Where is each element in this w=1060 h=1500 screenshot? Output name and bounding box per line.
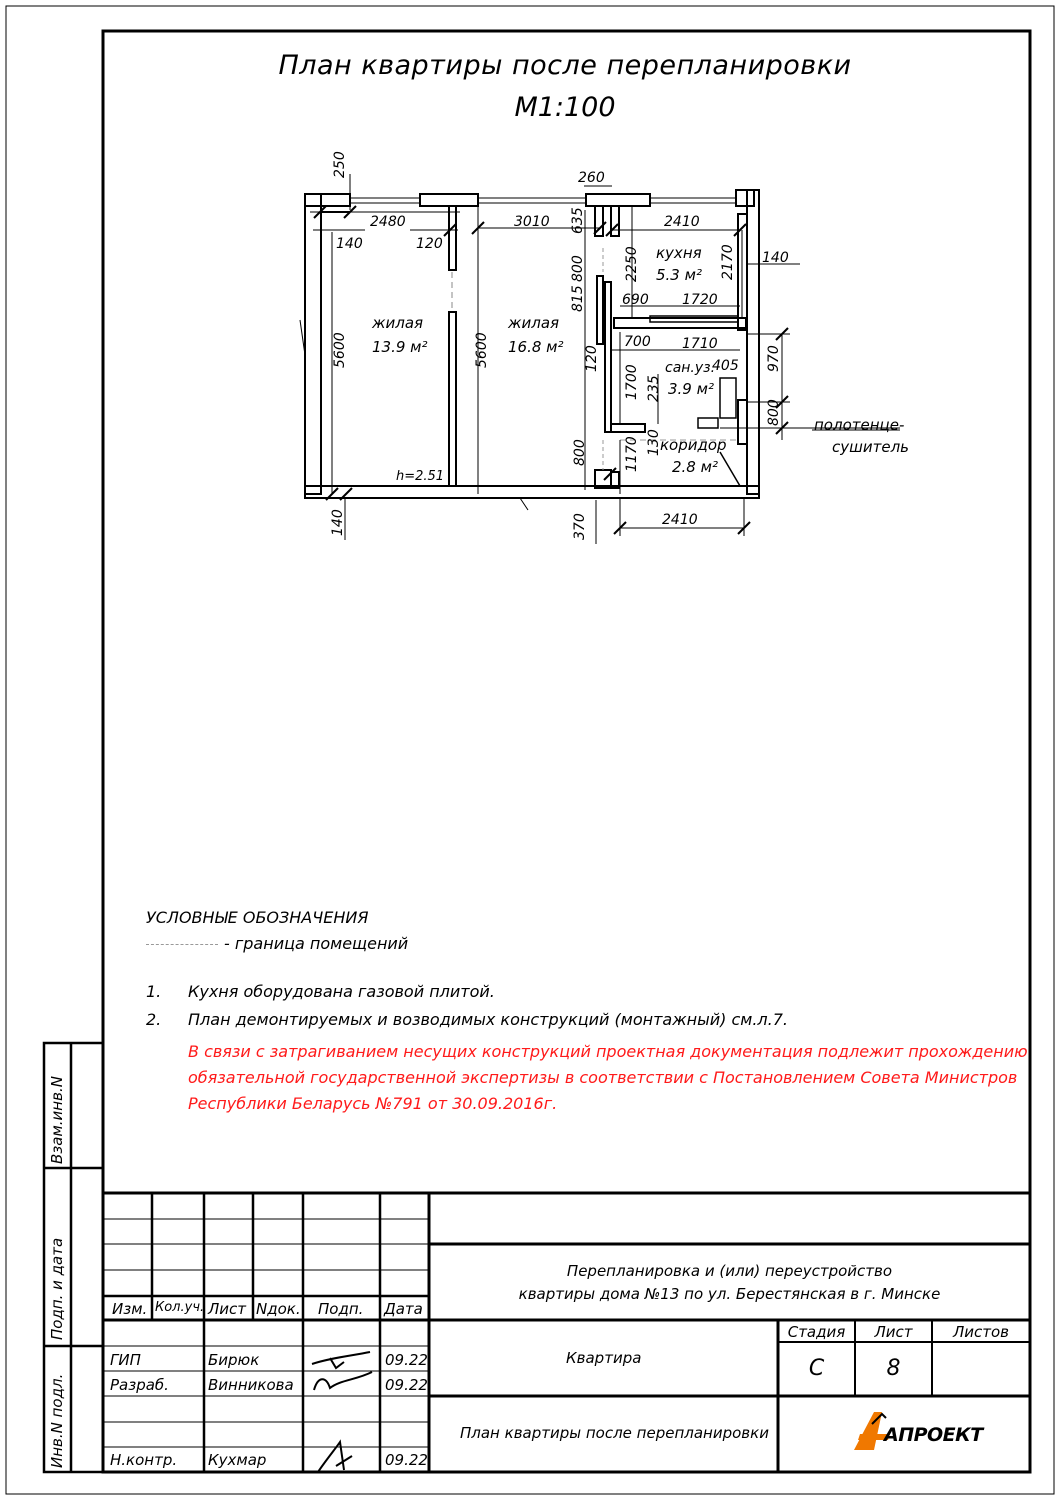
dim-250: 250 <box>332 151 348 178</box>
dim-2410-bot: 2410 <box>662 512 698 528</box>
dim-5600-a: 5600 <box>332 332 348 368</box>
tb-role-nkontr: Н.контр. <box>110 1451 178 1469</box>
room-area-living-1: 13.9 м² <box>372 338 428 356</box>
dim-2170: 2170 <box>720 244 736 280</box>
dim-1710: 1710 <box>682 336 718 352</box>
legend-item <box>146 934 408 953</box>
tb-date-gip: 09.22 <box>385 1351 428 1369</box>
height-label: h=2.51 <box>396 469 445 484</box>
tb-sheet-value: 8 <box>886 1356 901 1381</box>
company-logo-text: АПРОЕКТ <box>884 1424 983 1446</box>
dim-800-c: 800 <box>572 439 588 466</box>
dim-5600-b: 5600 <box>474 332 490 368</box>
dim-1170: 1170 <box>624 436 640 472</box>
dim-815: 815 <box>570 285 586 312</box>
dim-700: 700 <box>624 334 651 350</box>
tb-date-nkontr: 09.22 <box>385 1451 428 1469</box>
tb-sheet-title: План квартиры после перепланировки <box>460 1424 769 1442</box>
dim-3010: 3010 <box>514 214 550 230</box>
dim-140-c: 140 <box>330 509 346 536</box>
legend-item-text: - граница помещений <box>224 934 409 953</box>
dim-405: 405 <box>712 358 739 374</box>
side-label-podp: Подп. и дата <box>48 1237 66 1340</box>
note-2-num: 2. <box>146 1010 162 1029</box>
tb-name-gip: Бирюк <box>208 1351 260 1369</box>
side-label-vzam: Взам.инв.N <box>48 1076 66 1164</box>
towel-label-2: сушитель <box>832 438 909 456</box>
tb-stage-header: Стадия <box>787 1323 846 1341</box>
dim-130: 130 <box>646 429 662 456</box>
tb-role-gip: ГИП <box>110 1351 141 1369</box>
dim-800-b: 800 <box>766 399 782 426</box>
tb-name-nkontr: Кухмар <box>208 1451 267 1469</box>
dim-970: 970 <box>766 345 782 372</box>
note-2-text: План демонтируемых и возводимых конструкций (монтажный) см.л.7. <box>188 1010 788 1029</box>
dim-2480: 2480 <box>370 214 406 230</box>
tb-sheets-header: Листов <box>952 1323 1010 1341</box>
warning-line-1: В связи с затрагиванием несущих конструкций проектная документация подлежит прохождению <box>188 1042 1028 1061</box>
room-name-living-2: жилая <box>508 314 560 332</box>
room-area-corridor: 2.8 м² <box>672 458 718 476</box>
dim-800-a: 800 <box>570 255 586 282</box>
dim-1700: 1700 <box>624 364 640 400</box>
dim-235: 235 <box>646 375 662 402</box>
tb-header-podp: Подп. <box>318 1300 364 1318</box>
tb-project-line1: Перепланировка и (или) переустройство <box>566 1262 893 1280</box>
room-area-kitchen: 5.3 м² <box>656 266 702 284</box>
dim-2410-top: 2410 <box>664 214 700 230</box>
room-area-bathroom: 3.9 м² <box>668 380 714 398</box>
dim-140-b: 140 <box>762 250 789 266</box>
note-1 <box>146 982 495 1001</box>
tb-role-razrab: Разраб. <box>110 1376 169 1394</box>
page-title: План квартиры после перепланировки <box>278 50 852 81</box>
legend-header: УСЛОВНЫЕ ОБОЗНАЧЕНИЯ <box>146 908 369 927</box>
dim-1720: 1720 <box>682 292 718 308</box>
side-label-inv: Инв.N подл. <box>48 1373 66 1468</box>
note-1-text: Кухня оборудована газовой плитой. <box>188 982 495 1001</box>
tb-header-izm: Изм. <box>112 1300 148 1318</box>
dim-370: 370 <box>572 513 588 540</box>
dim-635: 635 <box>570 207 586 234</box>
tb-project-line2: квартиры дома №13 по ул. Берестянская в г. Минске <box>518 1285 941 1303</box>
warning-line-3: Республики Беларусь №791 от 30.09.2016г. <box>188 1094 558 1113</box>
tb-stage-value: С <box>808 1356 825 1381</box>
tb-header-data: Дата <box>384 1300 423 1318</box>
note-2 <box>146 1010 788 1029</box>
page-scale: М1:100 <box>514 92 616 123</box>
room-name-kitchen: кухня <box>656 244 702 262</box>
tb-header-ndok: Nдок. <box>256 1300 301 1318</box>
warning-line-2: обязательной государственной экспертизы в соответствии с Постановлением Совета Министров <box>188 1068 1018 1087</box>
room-name-living-1: жилая <box>372 314 424 332</box>
note-1-num: 1. <box>146 982 162 1001</box>
room-area-living-2: 16.8 м² <box>508 338 564 356</box>
tb-header-koluch: Кол.уч. <box>155 1300 205 1315</box>
dim-260: 260 <box>578 170 605 186</box>
dim-2250: 2250 <box>624 246 640 282</box>
dim-120-b: 120 <box>584 345 600 372</box>
dim-140-a: 140 <box>336 236 363 252</box>
tb-header-list: Лист <box>208 1300 247 1318</box>
tb-object: Квартира <box>566 1349 642 1367</box>
tb-date-razrab: 09.22 <box>385 1376 428 1394</box>
dim-120-a: 120 <box>416 236 443 252</box>
legend-dash-icon <box>146 944 218 945</box>
tb-name-razrab: Винникова <box>208 1376 294 1394</box>
tb-sheet-header: Лист <box>874 1323 913 1341</box>
towel-label-1: полотенце- <box>814 416 905 434</box>
room-name-corridor: коридор <box>660 436 727 454</box>
room-name-bathroom: сан.уз. <box>665 360 716 376</box>
dim-690: 690 <box>622 292 649 308</box>
